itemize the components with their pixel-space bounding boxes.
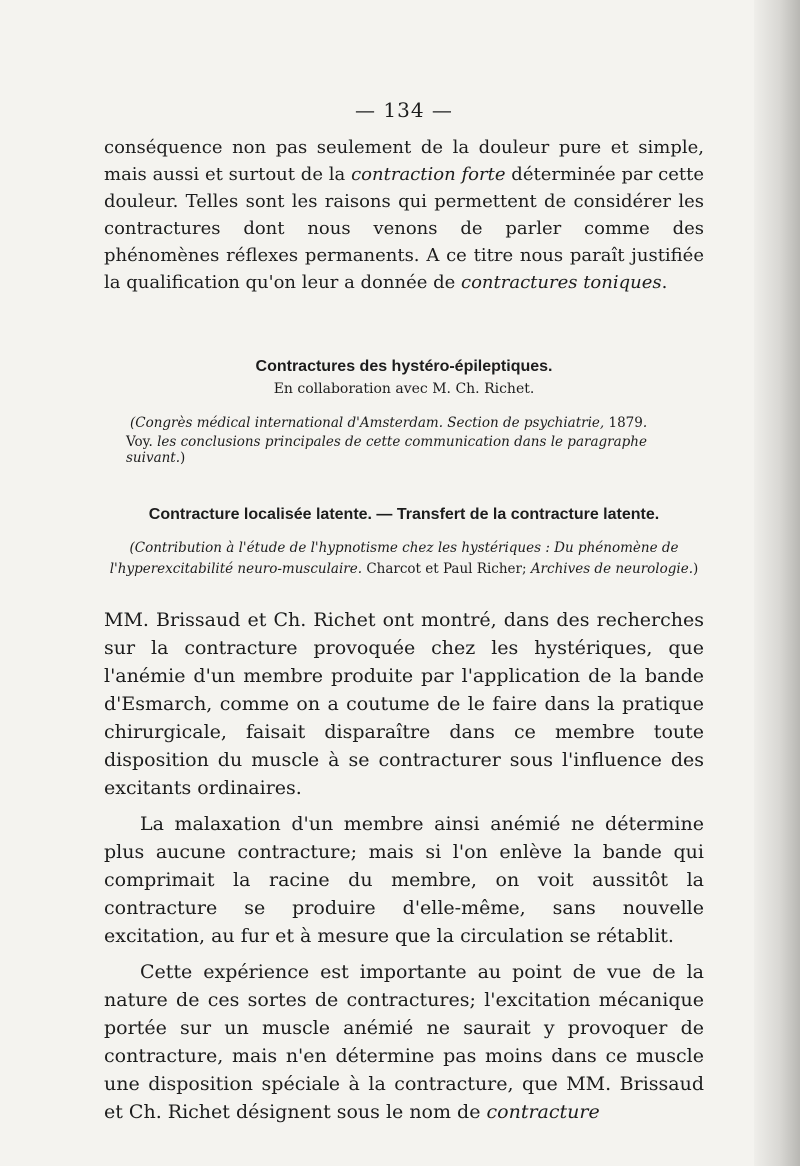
intro-paragraph <box>104 134 704 296</box>
page-number: — 134 — <box>355 98 453 122</box>
intro-text-1: conséquence non pas seulement de la douleur pure et simple, mais aussi et surtout de la <box>104 137 704 185</box>
contrib-text: Charcot et Paul Richer; <box>362 561 531 577</box>
page-edge-shadow <box>754 0 800 1166</box>
voy-italic: les conclusions principales de cette communication dans le paragraphe suivant. <box>126 434 647 466</box>
contrib-italic-1: (Contribution à l'étude de l'hypnotisme chez les hystériques : Du phénomène de l'hyperexcitabilité neuro-musculaire. <box>109 540 679 577</box>
body-paragraph-3 <box>104 958 704 1126</box>
congres-open: (Congrès médical international d'Amsterdam. Section de psychiatrie, <box>130 415 609 431</box>
collaboration-note: En collaboration avec M. Ch. Richet. <box>273 381 535 397</box>
congres-close: . <box>642 415 648 431</box>
voy-reference <box>104 434 704 466</box>
congres-year: 1879 <box>608 415 643 431</box>
congres-reference <box>130 415 704 431</box>
section-heading-contracture-latente: Contracture localisée latente. — Transfert de la contracture latente. <box>148 506 660 523</box>
voy-label: Voy. <box>126 434 158 450</box>
contribution-reference <box>104 538 704 580</box>
intro-italic-2: contractures toniques <box>461 272 662 293</box>
voy-close: ) <box>180 450 186 466</box>
body-p3-italic: contracture <box>486 1101 600 1123</box>
body-p3-text: Cette expérience est importante au point de vue de la nature de ces sortes de contractures; l'excitation mécanique portée sur un muscle anémié ne saurait y provoquer de contracture, mais n'en détermine pas moins dans ce muscle une disposition spéciale à la contracture, que MM. Brissaud et Ch. Richet désignent sous le nom de <box>104 961 704 1123</box>
body-paragraph-2: La malaxation d'un membre ainsi anémié ne détermine plus aucune contracture; mais si l'on enlève la bande qui comprimait la racine du membre, on voit aussitôt la contracture se produire d'elle-même, sans nouvelle excitation, au fur et à mesure que la circulation se rétablit. <box>104 813 704 947</box>
intro-text-3: . <box>661 272 668 293</box>
section-heading-contractures: Contractures des hystéro-épileptiques. <box>255 358 553 375</box>
intro-text-2: déterminée par cette douleur. Telles sont les raisons qui permettent de considérer les contractures dont nous venons de parler comme des phénomènes réflexes permanents. A ce titre nous paraît justifiée la qualification qu'on leur a donnée de <box>104 164 705 293</box>
intro-italic-1: contraction forte <box>351 164 506 185</box>
body-paragraph-1: MM. Brissaud et Ch. Richet ont montré, dans des recherches sur la contracture provoquée chez les hystériques, que l'anémie d'un membre produite par l'application de la bande d'Esmarch, comme on a coutume de le faire dans la pratique chirurgicale, faisait disparaître dans ce membre toute disposition du muscle à se contracturer sous l'influence des excitants ordinaires. <box>104 609 704 799</box>
contrib-italic-2: Archives de neurologie. <box>530 561 693 577</box>
page-content <box>104 98 704 1126</box>
contrib-close: ) <box>693 561 699 577</box>
